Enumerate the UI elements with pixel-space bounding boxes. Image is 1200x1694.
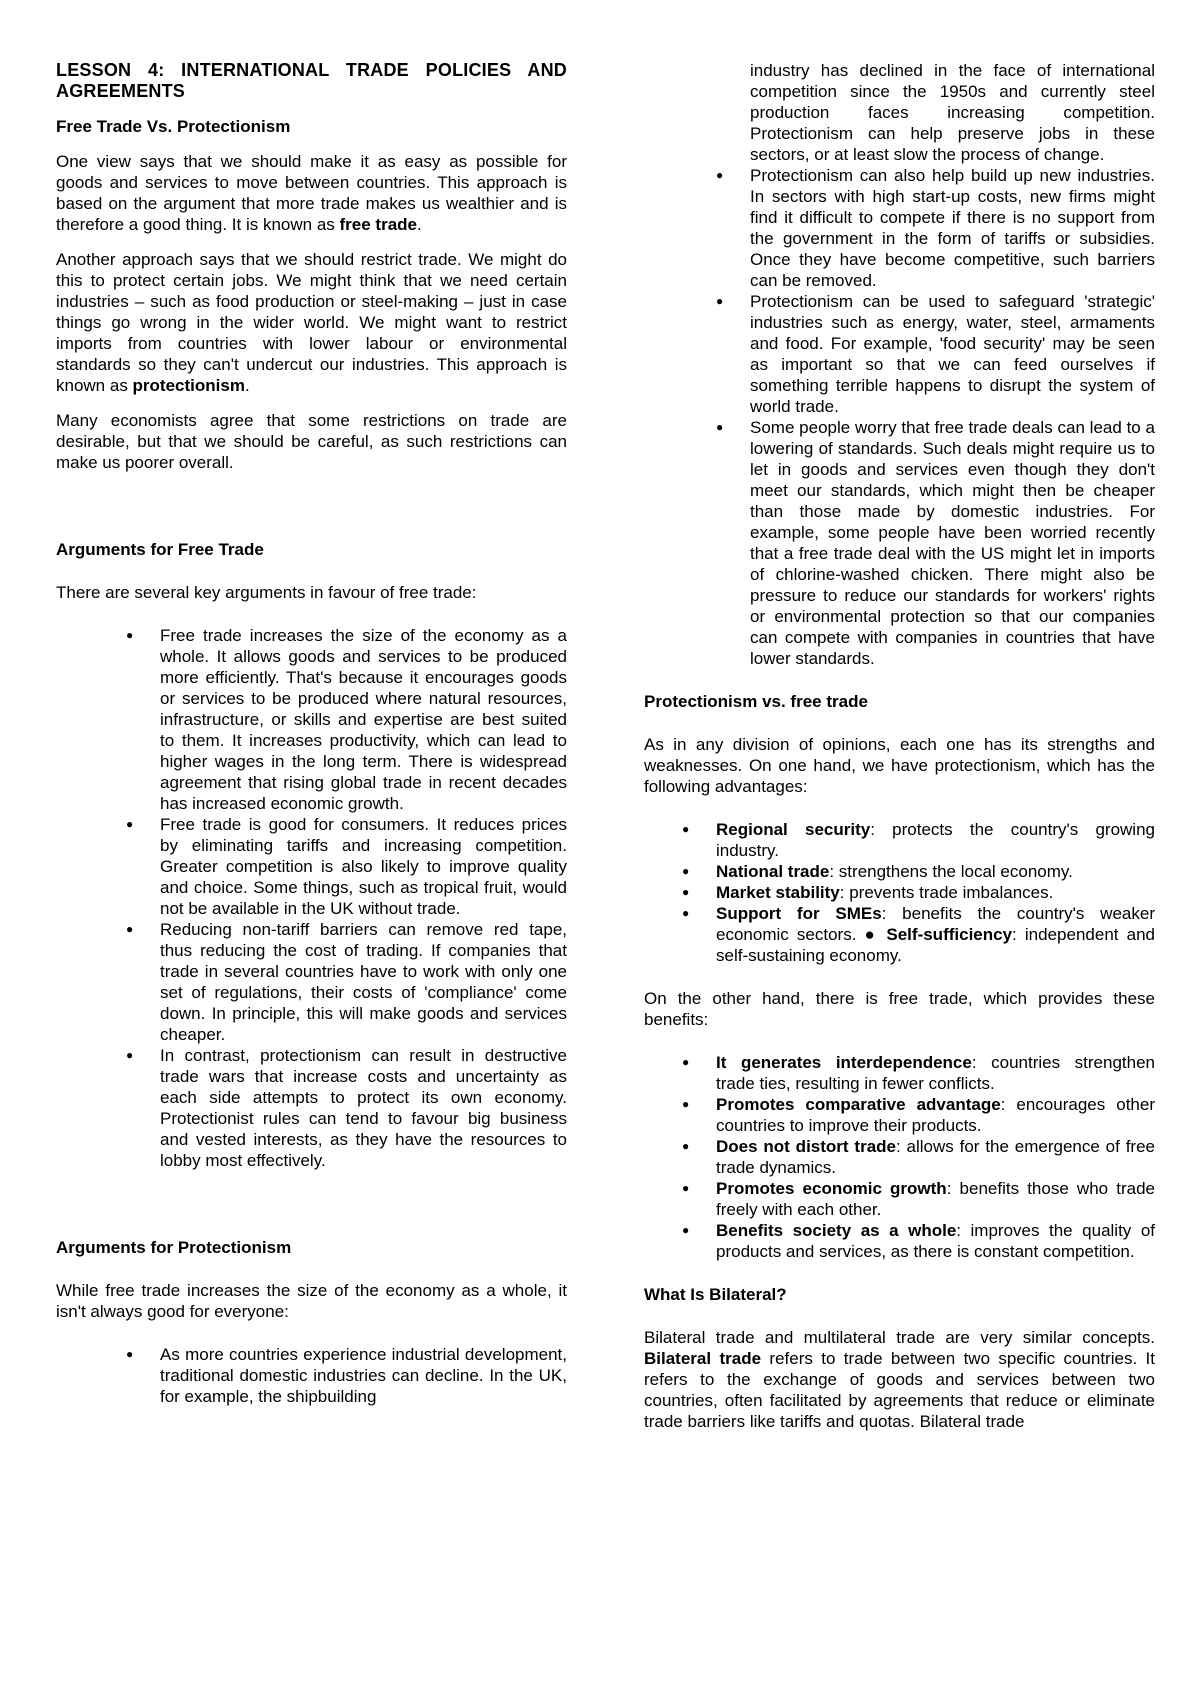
benefit-text: : encourages other countries to improve their products. (716, 1095, 1155, 1135)
term-bilateral-trade: Bilateral trade (644, 1349, 762, 1368)
benefit-term: It generates interdependence (716, 1053, 972, 1072)
advantage-term: National trade (716, 862, 830, 881)
paragraph-division-of-opinions: As in any division of opinions, each one has its strengths and weaknesses. On one hand, we have protectionism, which has the following advantages: (644, 735, 1155, 796)
advantage-term: Support for SMEs (716, 904, 882, 923)
heading-arguments-free-trade: Arguments for Free Trade (56, 540, 264, 559)
benefit-text: : allows for the emergence of free trade dynamics. (716, 1137, 1155, 1177)
advantage-text: : strengthens the local economy. (829, 862, 1073, 881)
paragraph-text: refers to trade between two specific countries. It refers to the exchange of goods and services between two countries, often facilitated by agreements that reduce or eliminate trade barriers like tariffs and quotas. Bilateral trade (644, 1349, 1155, 1431)
advantage-term: Regional security (716, 820, 871, 839)
list-item-continued: industry has declined in the face of international competition since the 1950s and currently steel production faces increasing competition. Protectionism can help preserve jobs in these sectors, or at least slow the process of change. (750, 61, 1155, 164)
list-item: ● Protectionism can also help build up new industries. In sectors with high start-up costs, new firms might find it difficult to compete if there is no support from the government in the form of tariffs or subsidies. Once they have become competitive, such barriers can be removed. (750, 165, 1155, 291)
list-item: ● Free trade increases the size of the economy as a whole. It allows goods and services to be produced more efficiently. That's because it encourages goods or services to be produced where natural resources, infrastructure, or skills and expertise are best suited to them. It increases productivity, which can lead to higher wages in the long term. There is widespread agreement that rising global trade in recent decades has increased economic growth. (160, 625, 567, 814)
advantage-term: Market stability (716, 883, 840, 902)
list-item: ● Protectionism can be used to safeguard 'strategic' industries such as energy, water, steel, armaments and food. For example, 'food security' may be seen as important so that we can feed ourselves if something terrible happens to disrupt the system of world trade. (750, 291, 1155, 417)
advantage-text: : independent and self-sustaining economy. (716, 925, 1156, 965)
free-trade-benefits-list (716, 1052, 1155, 1262)
list-item (716, 1220, 1155, 1262)
paragraph-end: . (417, 215, 422, 234)
paragraph-text: Bilateral trade and multilateral trade are very similar concepts. (644, 1328, 1155, 1347)
list-item: ● Reducing non-tariff barriers can remove red tape, thus reducing the cost of trading. If companies that trade in several countries have to work with only one set of regulations, their costs of 'compliance' come down. In principle, this will make goods and services cheaper. (160, 919, 567, 1045)
right-column (644, 60, 1155, 1432)
paragraph-economists: Many economists agree that some restrictions on trade are desirable, but that we should be careful, as such restrictions can make us poorer overall. (56, 411, 567, 472)
list-item (716, 861, 1155, 882)
benefit-term: Benefits society as a whole (716, 1221, 957, 1240)
intro-free-trade: There are several key arguments in favour of free trade: (56, 583, 477, 602)
benefit-text: : benefits those who trade freely with each other. (716, 1179, 1155, 1219)
list-item (716, 1052, 1155, 1094)
term-free-trade: free trade (339, 215, 417, 234)
term-protectionism: protectionism (132, 376, 245, 395)
advantage-text: : benefits the country's weaker economic sectors. ● (716, 904, 1155, 944)
benefit-text: : countries strengthen trade ties, resulting in fewer conflicts. (716, 1053, 1156, 1093)
advantage-text: : protects the country's growing industry. (716, 820, 1155, 860)
list-item (716, 819, 1155, 861)
intro-protectionism: While free trade increases the size of the economy as a whole, it isn't always good for everyone: (56, 1281, 567, 1321)
advantage-term: Self-sufficiency (886, 925, 1013, 944)
protectionism-arguments-list (160, 1344, 567, 1407)
left-column (56, 60, 567, 1407)
list-item: ● In contrast, protectionism can result in destructive trade wars that increase costs and uncertainty as each side attempts to protect its own economy. Protectionist rules can tend to favour big business and vested interests, as they have the resources to lobby most effectively. (160, 1045, 567, 1171)
free-trade-arguments-list (160, 625, 567, 1171)
benefit-term: Does not distort trade (716, 1137, 896, 1156)
lesson-title: LESSON 4: INTERNATIONAL TRADE POLICIES AND AGREEMENTS (56, 60, 567, 101)
benefit-term: Promotes economic growth (716, 1179, 947, 1198)
benefit-text: : improves the quality of products and services, as there is constant competition. (716, 1221, 1155, 1261)
paragraph-bilateral (644, 1327, 1155, 1432)
heading-what-is-bilateral: What Is Bilateral? (644, 1285, 787, 1304)
list-item (716, 1178, 1155, 1220)
list-item: ● Free trade is good for consumers. It reduces prices by eliminating tariffs and increasing competition. Greater competition is also likely to improve quality and choice. Some things, such as tropical fruit, would not be available in the UK without trade. (160, 814, 567, 919)
list-item: ● Some people worry that free trade deals can lead to a lowering of standards. Such deals might require us to let in goods and services even though they don't meet our standards, which might then be cheaper than those made by domestic industries. For example, some people have been worried recently that a free trade deal with the US might let in imports of chlorine-washed chicken. There might also be pressure to reduce our standards for workers' rights or environmental protection so that our companies can compete with companies in countries that have lower standards. (750, 417, 1155, 669)
paragraph-text: One view says that we should make it as easy as possible for goods and services to move between countries. This approach is based on the argument that more trade makes us wealthier and is therefore a good thing. It is known as (56, 152, 567, 234)
list-item (716, 882, 1155, 903)
paragraph-other-hand: On the other hand, there is free trade, which provides these benefits: (644, 989, 1155, 1029)
paragraph-text: Another approach says that we should restrict trade. We might do this to protect certain jobs. We might think that we need certain industries – such as food production or steel-making – just in case things go wrong in the wider world. We might want to restrict imports from countries with lower labour or environmental standards so they can't undercut our industries. This approach is known as (56, 250, 567, 395)
protectionism-arguments-list-continued (750, 60, 1155, 669)
paragraph-protectionism (56, 249, 567, 396)
heading-protectionism-vs-free-trade: Protectionism vs. free trade (644, 692, 868, 711)
list-item (716, 1136, 1155, 1178)
list-item (716, 903, 1155, 966)
benefit-term: Promotes comparative advantage (716, 1095, 1001, 1114)
advantage-text: : prevents trade imbalances. (839, 883, 1054, 902)
heading-arguments-protectionism: Arguments for Protectionism (56, 1238, 292, 1257)
heading-free-vs-protectionism: Free Trade Vs. Protectionism (56, 117, 291, 136)
paragraph-end: . (244, 376, 250, 395)
protectionism-advantages-list (716, 819, 1155, 966)
paragraph-free-trade (56, 151, 567, 235)
list-item (716, 1094, 1155, 1136)
list-item: ● As more countries experience industrial development, traditional domestic industries can decline. In the UK, for example, the shipbuilding (160, 1344, 567, 1407)
